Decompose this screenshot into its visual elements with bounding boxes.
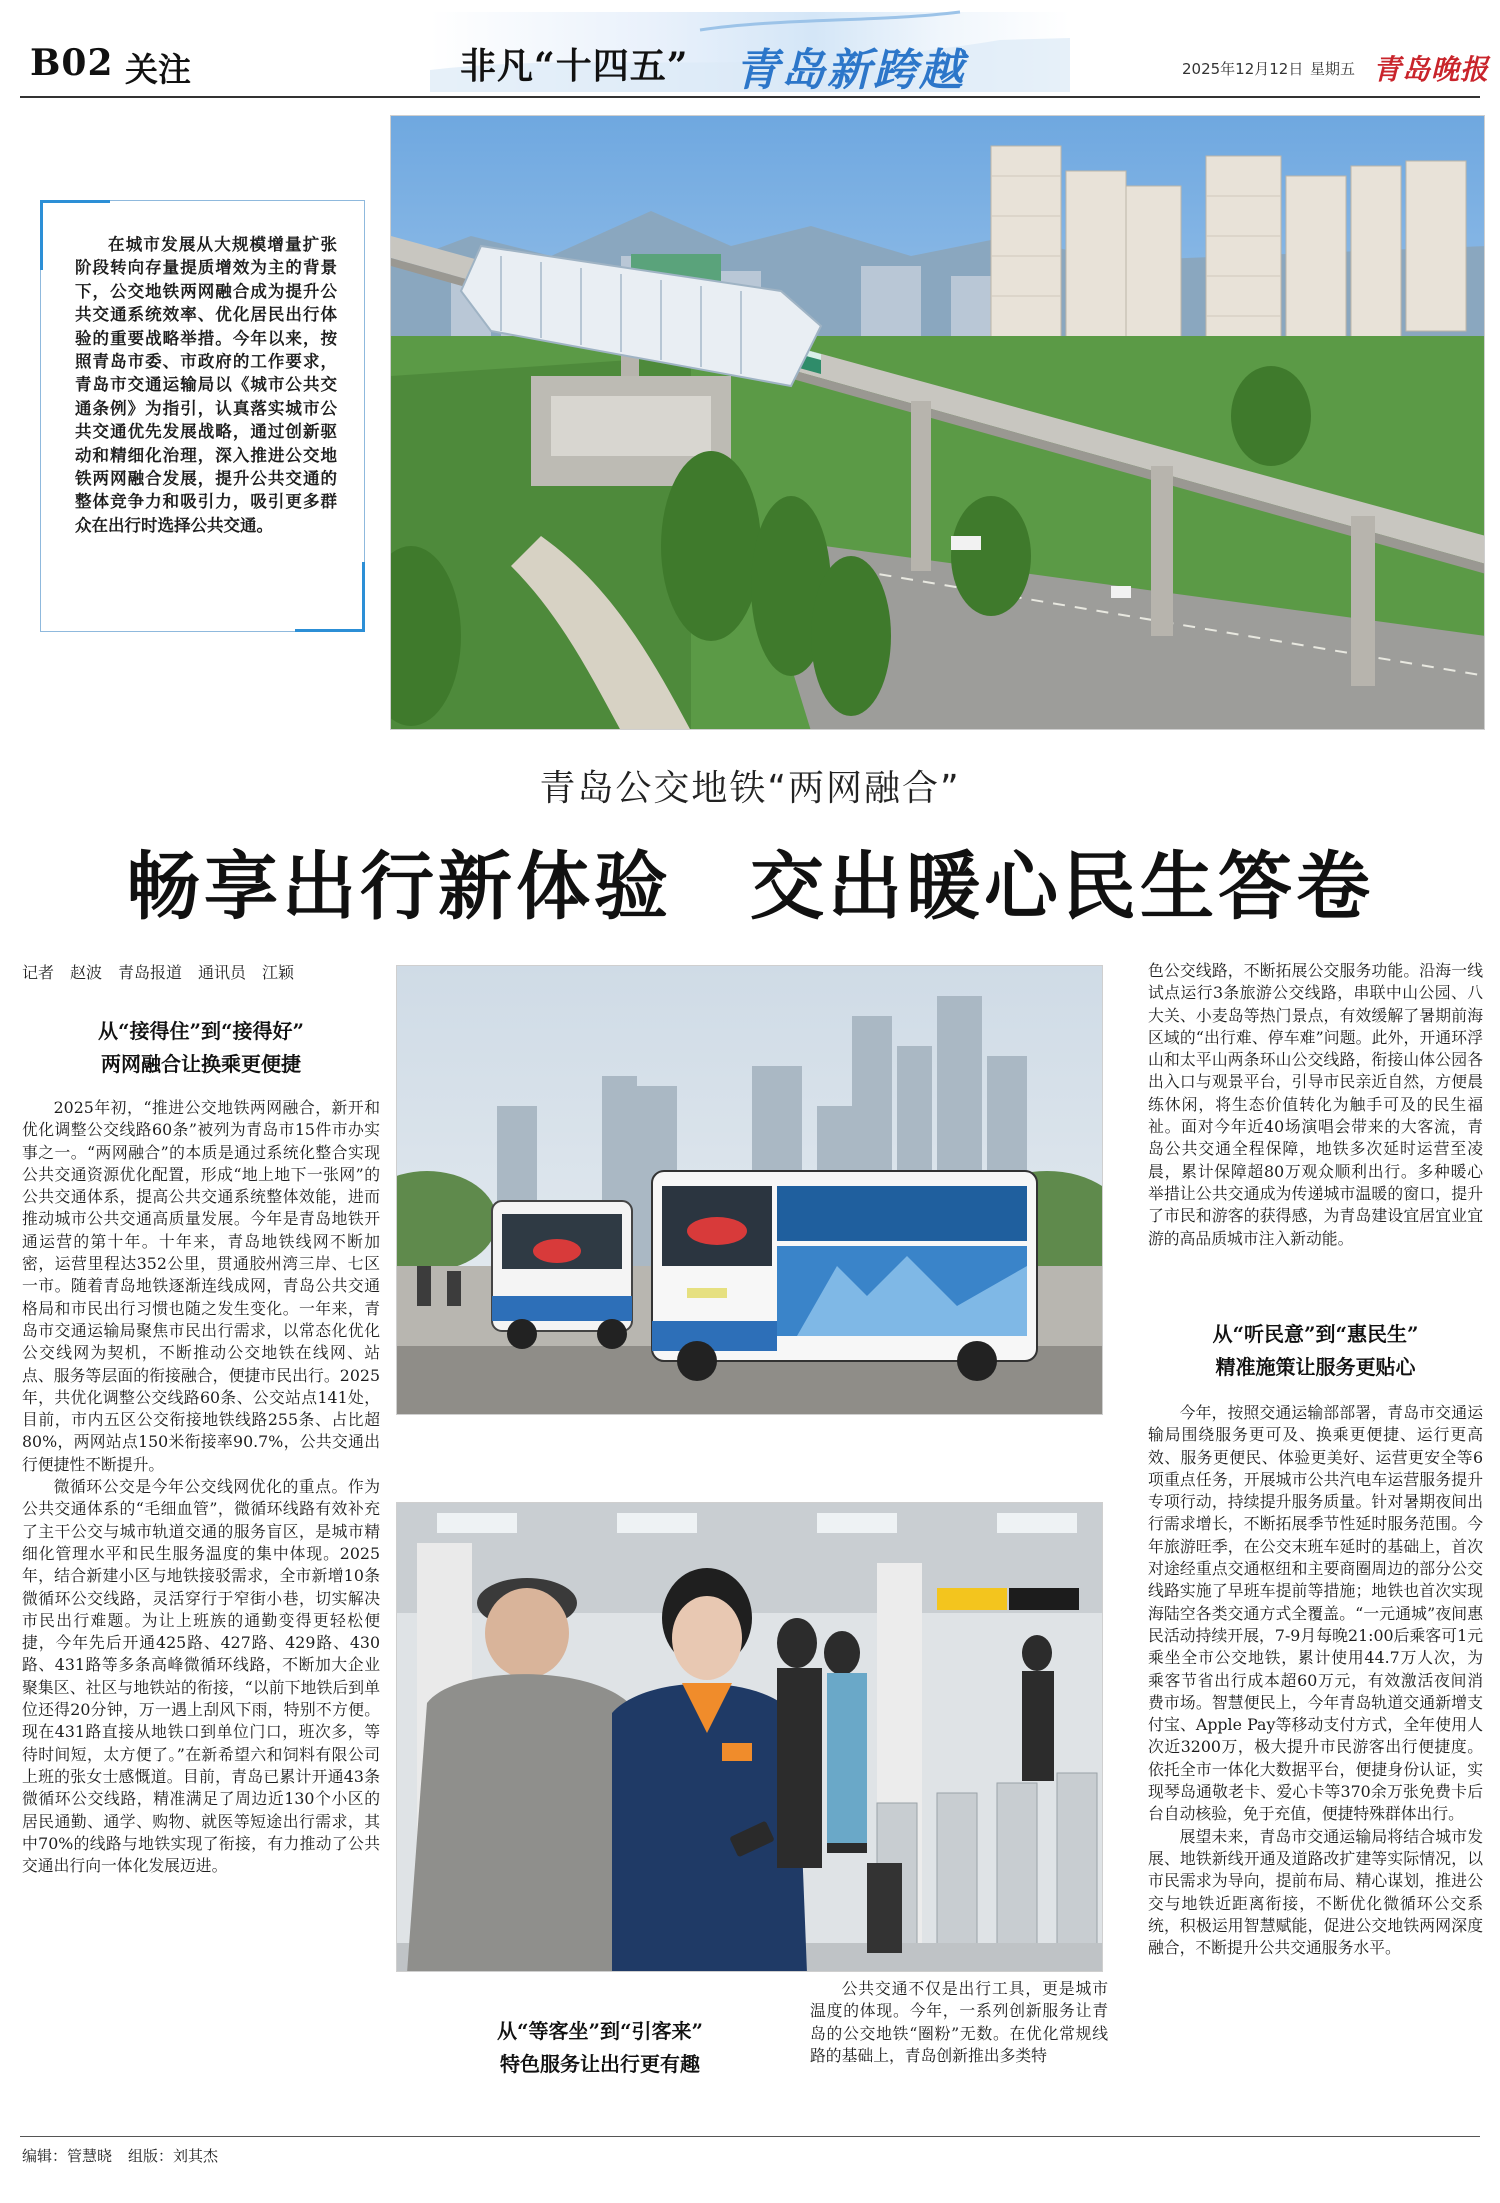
section-heading-3-line-1: 从“等客坐”到“引客来”	[496, 2019, 703, 2043]
metro-station-illustration	[391, 116, 1485, 730]
series-slogan: 青岛新跨越	[735, 45, 965, 96]
frame-corner-bottom-right	[295, 562, 365, 632]
series-title: 非凡“十四五”	[460, 45, 689, 87]
newspaper-logo: 青岛晚报	[1373, 53, 1490, 86]
section-heading-2-line-1: 从“听民意”到“惠民生”	[1212, 1322, 1419, 1346]
middle-column	[810, 1978, 1108, 2067]
issue-date: 2025年12月12日	[1182, 60, 1304, 78]
section-heading-2-line-2: 精准施策让服务更贴心	[1215, 1355, 1416, 1379]
byline: 记者 赵波 青岛报道 通讯员 江颖	[22, 963, 295, 982]
section-heading-1-line-1: 从“接得住”到“接得好”	[97, 1019, 304, 1043]
article-kicker: 青岛公交地铁“两网融合”	[539, 768, 961, 809]
masthead-divider	[20, 96, 1480, 98]
left-column	[22, 1097, 380, 1877]
masthead	[0, 0, 1500, 100]
issue-weekday: 星期五	[1310, 60, 1356, 78]
section-heading-1-line-2: 两网融合让换乘更便捷	[101, 1052, 301, 1076]
column-name: 关注	[125, 50, 191, 89]
section-heading-2	[1148, 1318, 1483, 1384]
section-heading-3	[400, 2015, 800, 2081]
paragraph: 展望未来，青岛市交通运输局将结合城市发展、地铁新线开通及道路改扩建等实际情况，以市民需求为导向，提前布局、精心谋划，推进公交与地铁近距离衔接，不断优化微循环公交系统，积极运用智慧赋能，促进公交地铁两网深度融合，不断提升公共交通服务水平。	[1148, 1826, 1483, 1958]
intro-box	[40, 200, 365, 632]
paragraph: 今年，按照交通运输部部署，青岛市交通运输局围绕服务更可及、换乘更便捷、运行更高效、服务更便民、体验更美好、运营更安全等6项重点任务，开展城市公共汽电车运营服务提升专项行动，持续提升服务质量。针对暑期夜间出行需求增长，不断拓展季节性延时服务范围。今年旅游旺季，在公交末班车延时的基础上，首次对途经重点交通枢纽和主要商圈周边的部分公交线路实施了早班车提前等措施；地铁也首次实现海陆空各类交通方式全覆盖。“一元通城”夜间惠民活动持续开展，7-9月每晚21:00后乘客可1元乘坐全市公交地铁，累计使用44.7万人次，为乘客节省出行成本超60万元，有效激活夜间消费市场。智慧便民上，今年青岛轨道交通新增支付宝、Apple Pay等移动支付方式，全年使用人次近3200万，极大提升市民游客出行便捷度。依托全市一体化大数据平台，便捷身份认证，实现琴岛通敬老卡、爱心卡等370余万张免费卡后台自动核验，免于充值，便捷特殊群体出行。	[1148, 1403, 1483, 1824]
footer-divider	[20, 2136, 1480, 2137]
right-column-bottom	[1148, 1402, 1483, 1959]
paragraph: 色公交线路，不断拓展公交服务功能。沿海一线试点运行3条旅游公交线路，串联中山公园、八大关、小麦岛等热门景点，有效缓解了暑期前海区域的“出行难、停车难”问题。此外，开通环浮山和太平山两条环山公交线路，衔接山体公园各出入口与观景平台，引导市民亲近自然，方便晨练休闲，将生态价值转化为触手可及的民生福祉。面对今年近40场演唱会带来的大客流，青岛公共交通全程保障，地铁多次延时运营至凌晨，累计保障超80万观众顺利出行。多种暖心举措让公共交通成为传递城市温暖的窗口，提升了市民和游客的获得感，为青岛建设宜居宜业宜游的高品质城市注入新动能。	[1148, 961, 1483, 1248]
page-number: B02	[30, 42, 114, 84]
paragraph: 公共交通不仅是出行工具，更是城市温度的体现。今年，一系列创新服务让青岛的公交地铁“圈粉”无数。在优化常规线路的基础上，青岛创新推出多类特	[810, 1979, 1108, 2065]
section-heading-1	[22, 1015, 380, 1081]
paragraph: 2025年初，“推进公交地铁两网融合，新开和优化调整公交线路60条”被列为青岛市15件市办实事之一。“两网融合”的本质是通过系统化整合实现公共交通资源优化配置，形成“地上地下一张网”的公共交通体系，提高公共交通系统整体效能，进而推动城市公共交通高质量发展。今年是青岛地铁开通运营的第十年。十年来，青岛地铁线网不断加密，运营里程达352公里，贯通胶州湾三岸、七区一市。随着青岛地铁逐渐连线成网，青岛公共交通格局和市民出行习惯也随之发生变化。一年来，青岛市交通运输局聚焦市民出行需求，以常态化优化公交线网为契机，不断推动公交地铁在线网、站点、服务等层面的衔接融合，便捷市民出行。2025年，共优化调整公交线路60条、公交站点141处，目前，市内五区公交衔接地铁线路255条、占比超80%，两网站点150米衔接率90.7%，公共交通出行便捷性不断提升。	[22, 1098, 380, 1474]
frame-line-left	[40, 270, 41, 632]
metro-hall-illustration	[397, 1503, 1103, 1972]
metro-station-photo	[390, 115, 1485, 730]
bus-photo	[396, 965, 1103, 1415]
intro-text: 在城市发展从大规模增量扩张阶段转向存量提质增效为主的背景下，公交地铁两网融合成为提升公共交通系统效率、优化居民出行体验的重要战略举措。今年以来，按照青岛市委、市政府的工作要求，青岛市交通运输局以《城市公共交通条例》为指引，认真落实城市公共交通优先发展战略，通过创新驱动和精细化治理，深入推进公交地铁两网融合发展，提升公共交通的整体竞争力和吸引力，吸引更多群众在出行时选择公共交通。	[75, 235, 337, 535]
frame-line-right	[364, 200, 365, 562]
footer-layout: 组版：刘其杰	[128, 2147, 219, 2165]
article-headline: 畅享出行新体验 交出暖心民生答卷	[126, 844, 1374, 930]
footer-editor: 编辑：管慧晓	[22, 2147, 113, 2165]
metro-hall-photo	[396, 1502, 1103, 1972]
paragraph: 微循环公交是今年公交线网优化的重点。作为公共交通体系的“毛细血管”，微循环线路有效补充了主干公交与城市轨道交通的服务盲区，是城市精细化管理水平和民生服务温度的集中体现。2025年，结合新建小区与地铁接驳需求，全市新增10条微循环公交线路，灵活穿行于窄街小巷，切实解决市民出行难题。为让上班族的通勤变得更轻松便捷，今年先后开通425路、427路、429路、430路、431路等多条高峰微循环线路，不断加大企业聚集区、社区与地铁站的衔接，“以前下地铁后到单位还得20分钟，万一遇上刮风下雨，特别不方便。现在431路直接从地铁口到单位门口，班次多，等待时间短，太方便了。”在新希望六和饲料有限公司上班的张女士感慨道。目前，青岛已累计开通43条微循环公交线路，精准满足了周边近130个小区的居民通勤、通学、购物、就医等短途出行需求，其中70%的线路与地铁实现了衔接，有力推动了公共交通出行向一体化发展迈进。	[22, 1477, 380, 1876]
right-column-top	[1148, 960, 1483, 1250]
section-heading-3-line-2: 特色服务让出行更有趣	[500, 2052, 700, 2076]
frame-line-bottom	[40, 631, 295, 632]
frame-line-top	[110, 200, 365, 201]
bus-illustration	[397, 966, 1103, 1415]
